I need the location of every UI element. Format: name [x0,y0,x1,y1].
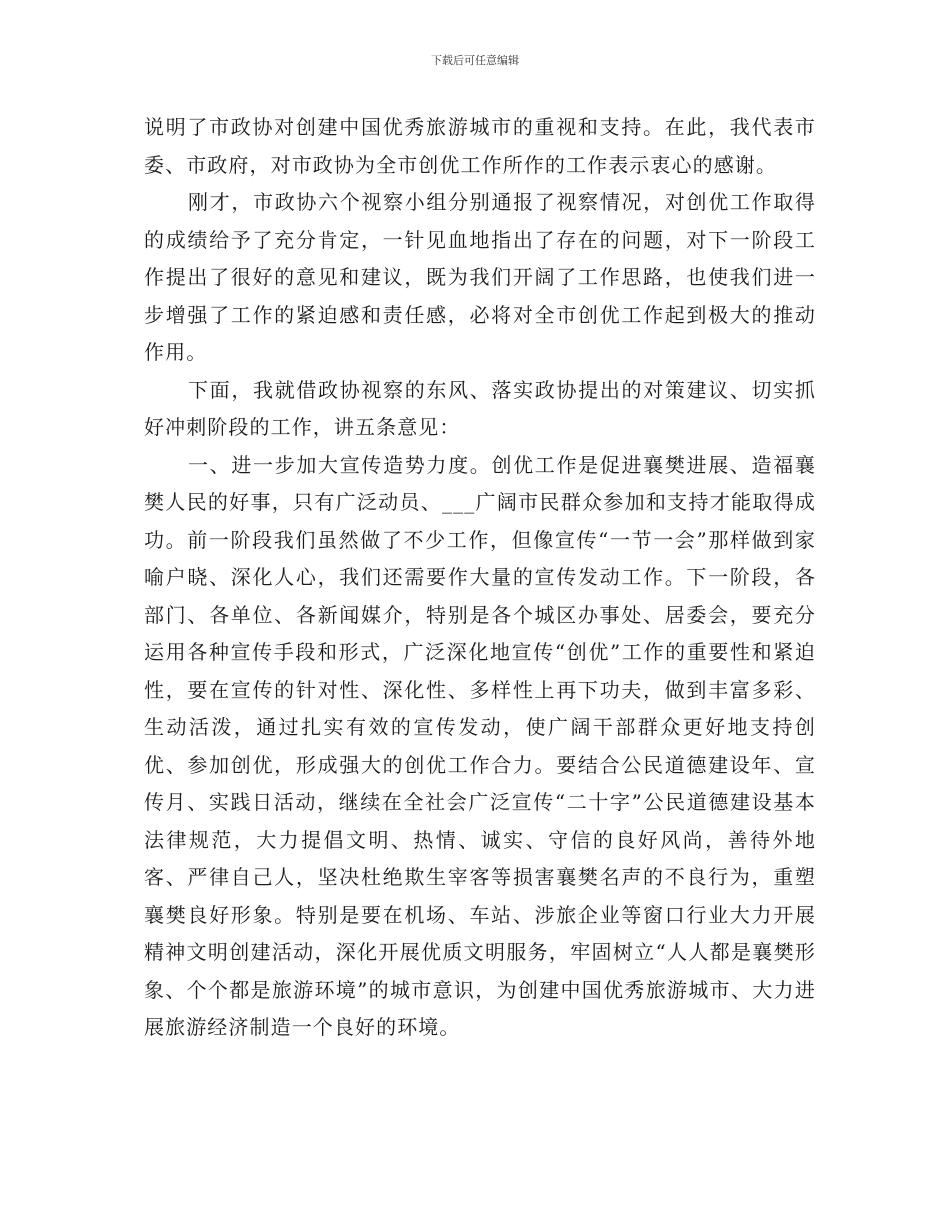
paragraph-2: 刚才，市政协六个视察小组分别通报了视察情况，对创优工作取得的成绩给予了充分肯定，一针见血地指出了存在的问题，对下一阶段工作提出了很好的意见和建议，既为我们开阔了工作思路，也使我们进一步增强了工作的紧迫感和责任感，必将对全市创优工作起到极大的推动作用。 [144,190,816,364]
paragraph-1: 说明了市政协对创建中国优秀旅游城市的重视和支持。在此，我代表市委、市政府，对市政协为全市创优工作所作的工作表示衷心的感谢。 [144,115,816,177]
document-body [144,109,816,1047]
paragraph-3: 下面，我就借政协视察的东风、落实政协提出的对策建议、切实抓好冲刺阶段的工作，讲五条意见： [144,377,816,439]
page-header: 下载后可任意编辑 [431,54,519,67]
paragraph-4: 一、进一步加大宣传造势力度。创优工作是促进襄樊进展、造福襄樊人民的好事，只有广泛动员、___广阔市民群众参加和支持才能取得成功。前一阶段我们虽然做了不少工作，但像宣传“一节一会”那样做到家喻户晓、深化人心，我们还需要作大量的宣传发动工作。下一阶段，各部门、各单位、各新闻媒介，特别是各个城区办事处、居委会，要充分运用各种宣传手段和形式，广泛深化地宣传“创优”工作的重要性和紧迫性，要在宣传的针对性、深化性、多样性上再下功夫，做到丰富多彩、生动活泼，通过扎实有效的宣传发动，使广阔干部群众更好地支持创优、参加创优，形成强大的创优工作合力。要结合公民道德建设年、宣传月、实践日活动，继续在全社会广泛宣传“二十字”公民道德建设基本法律规范，大力提倡文明、热情、诚实、守信的良好风尚，善待外地客、严律自己人，坚决杜绝欺生宰客等损害襄樊名声的不良行为，重塑襄樊良好形象。特别是要在机场、车站、涉旅企业等窗口行业大力开展精神文明创建活动，深化开展优质文明服务，牢固树立“人人都是襄樊形象、个个都是旅游环境”的城市意识，为创建中国优秀旅游城市、大力进展旅游经济制造一个良好的环境。 [144,452,816,1039]
